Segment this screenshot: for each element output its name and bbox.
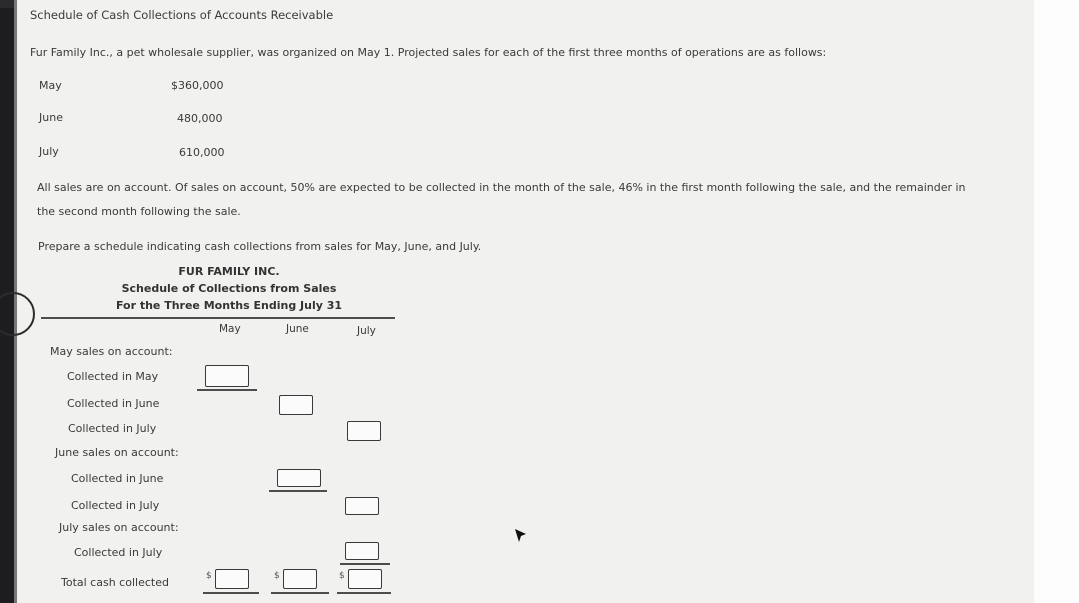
collection-terms-line-1: All sales are on account. Of sales on account, 50% are expected to be collected in the month of the sale, 46% in the first month following the sale, and the remainder in — [37, 181, 966, 194]
july-total-rule — [337, 592, 391, 594]
company-name: FUR FAMILY INC. — [178, 265, 280, 278]
july-total-input[interactable] — [348, 569, 382, 589]
june-total-dollar-sign: $ — [274, 571, 280, 581]
mouse-cursor-icon — [514, 528, 528, 544]
header-rule — [41, 317, 395, 319]
projected-month-july: July — [39, 145, 59, 158]
june-collected-july-input[interactable] — [345, 497, 379, 515]
may-total-dollar-sign: $ — [206, 571, 212, 581]
projected-value-june: 480,000 — [177, 112, 223, 125]
june-column-rule — [269, 490, 327, 492]
june-collected-june-input[interactable] — [277, 469, 321, 487]
schedule-title: Schedule of Collections from Sales — [121, 282, 337, 295]
instructions: Prepare a schedule indicating cash collections from sales for May, June, and July. — [38, 240, 482, 253]
row-may-collected-july: Collected in July — [68, 422, 157, 435]
column-header-may: May — [219, 323, 241, 335]
row-june-collected-july: Collected in July — [71, 499, 160, 512]
july-column-rule — [340, 563, 390, 565]
june-total-rule — [271, 592, 329, 594]
projected-month-may: May — [39, 79, 62, 92]
row-may-collected-june: Collected in June — [67, 397, 160, 410]
column-header-july: July — [357, 325, 376, 337]
section-july-sales: July sales on account: — [59, 521, 179, 534]
may-collected-may-input[interactable] — [205, 365, 249, 387]
july-total-dollar-sign: $ — [339, 571, 345, 581]
page-edge-circle — [0, 292, 35, 336]
may-total-rule — [203, 592, 259, 594]
row-june-collected-june: Collected in June — [71, 472, 164, 485]
projected-value-july: 610,000 — [179, 146, 225, 159]
row-july-collected-july: Collected in July — [74, 546, 163, 559]
row-total-cash-collected: Total cash collected — [61, 576, 169, 589]
may-collected-june-input[interactable] — [279, 395, 313, 415]
schedule-period: For the Three Months Ending July 31 — [115, 299, 343, 312]
problem-title: Schedule of Cash Collections of Accounts Receivable — [30, 8, 334, 22]
collection-terms-line-2: the second month following the sale. — [37, 205, 241, 218]
intro-text: Fur Family Inc., a pet wholesale supplier, was organized on May 1. Projected sales for each of the first three months of operations are as follows: — [30, 46, 827, 59]
july-collected-july-input[interactable] — [345, 542, 379, 560]
section-june-sales: June sales on account: — [55, 446, 179, 459]
may-collected-july-input[interactable] — [347, 421, 381, 441]
projected-value-may: $360,000 — [171, 79, 224, 92]
row-may-collected-may: Collected in May — [67, 370, 159, 383]
right-margin — [1034, 0, 1079, 603]
section-may-sales: May sales on account: — [50, 345, 173, 358]
may-total-input[interactable] — [215, 569, 249, 589]
june-total-input[interactable] — [283, 569, 317, 589]
may-column-rule — [197, 389, 257, 391]
problem-page — [14, 0, 1037, 603]
column-header-june: June — [286, 323, 309, 335]
projected-month-june: June — [39, 111, 63, 124]
